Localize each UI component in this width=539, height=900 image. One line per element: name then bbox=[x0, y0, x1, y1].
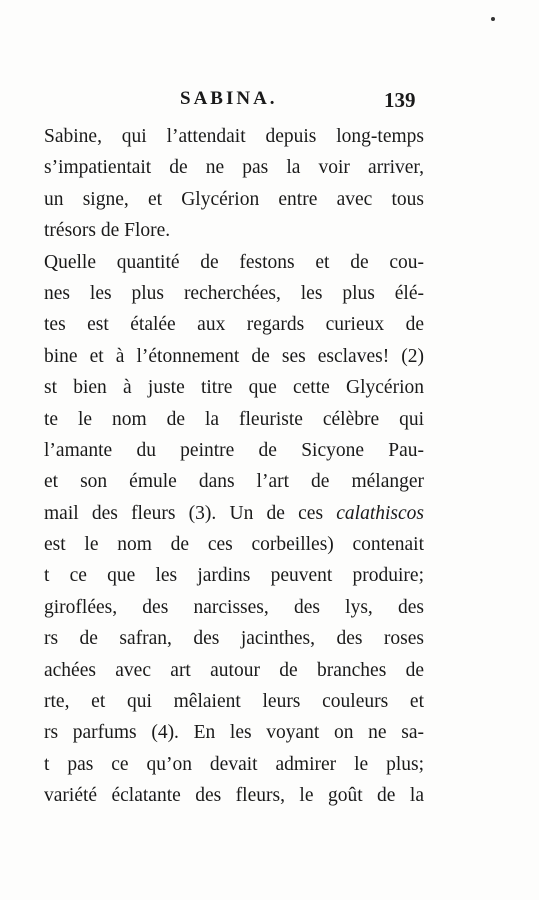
text-line: tes est étalée aux regards curieux de bbox=[44, 314, 424, 336]
text-line: t pas ce qu’on devait admirer le plus; bbox=[44, 753, 424, 775]
text-line: trésors de Flore. bbox=[44, 220, 171, 242]
page-header bbox=[0, 88, 539, 118]
text-line: l’amante du peintre de Sicyone Pau- bbox=[44, 439, 424, 461]
text-line: est le nom de ces corbeilles) contenait bbox=[44, 534, 424, 556]
text-line: et son émule dans l’art de mélanger bbox=[44, 471, 424, 493]
body-text bbox=[44, 121, 424, 812]
text-line: rte, et qui mêlaient leurs couleurs et bbox=[44, 691, 424, 713]
italic-term: calathiscos bbox=[336, 502, 424, 524]
text-line: Quelle quantité de festons et de cou- bbox=[44, 251, 424, 273]
text-line: Sabine, qui l’attendait depuis long-temps bbox=[44, 126, 424, 147]
text-line: rs de safran, des jacinthes, des roses bbox=[44, 628, 424, 650]
text-line: t ce que les jardins peuvent produire; bbox=[44, 565, 424, 587]
text-line: bine et à l’étonnement de ses esclaves! (2) bbox=[44, 345, 424, 367]
text-line: mail des fleurs (3). Un de ces calathiscos bbox=[44, 502, 424, 524]
text-line: nes les plus recherchées, les plus élé- bbox=[44, 282, 424, 304]
ink-speck bbox=[491, 17, 495, 21]
text-line: st bien à juste titre que cette Glycérion bbox=[44, 377, 424, 399]
text-line: achées avec art autour de branches de bbox=[44, 659, 424, 681]
running-title: SABINA. bbox=[180, 88, 278, 109]
text-line: un signe, et Glycérion entre avec tous bbox=[44, 188, 424, 210]
text-line: giroflées, des narcisses, des lys, des bbox=[44, 596, 424, 618]
page-number: 139 bbox=[384, 88, 416, 112]
text-line: variété éclatante des fleurs, le goût de la bbox=[44, 785, 424, 807]
text-line: rs parfums (4). En les voyant on ne sa- bbox=[44, 722, 424, 744]
text-line: s’impatientait de ne pas la voir arriver, bbox=[44, 157, 424, 179]
text-line: te le nom de la fleuriste célèbre qui bbox=[44, 408, 424, 430]
